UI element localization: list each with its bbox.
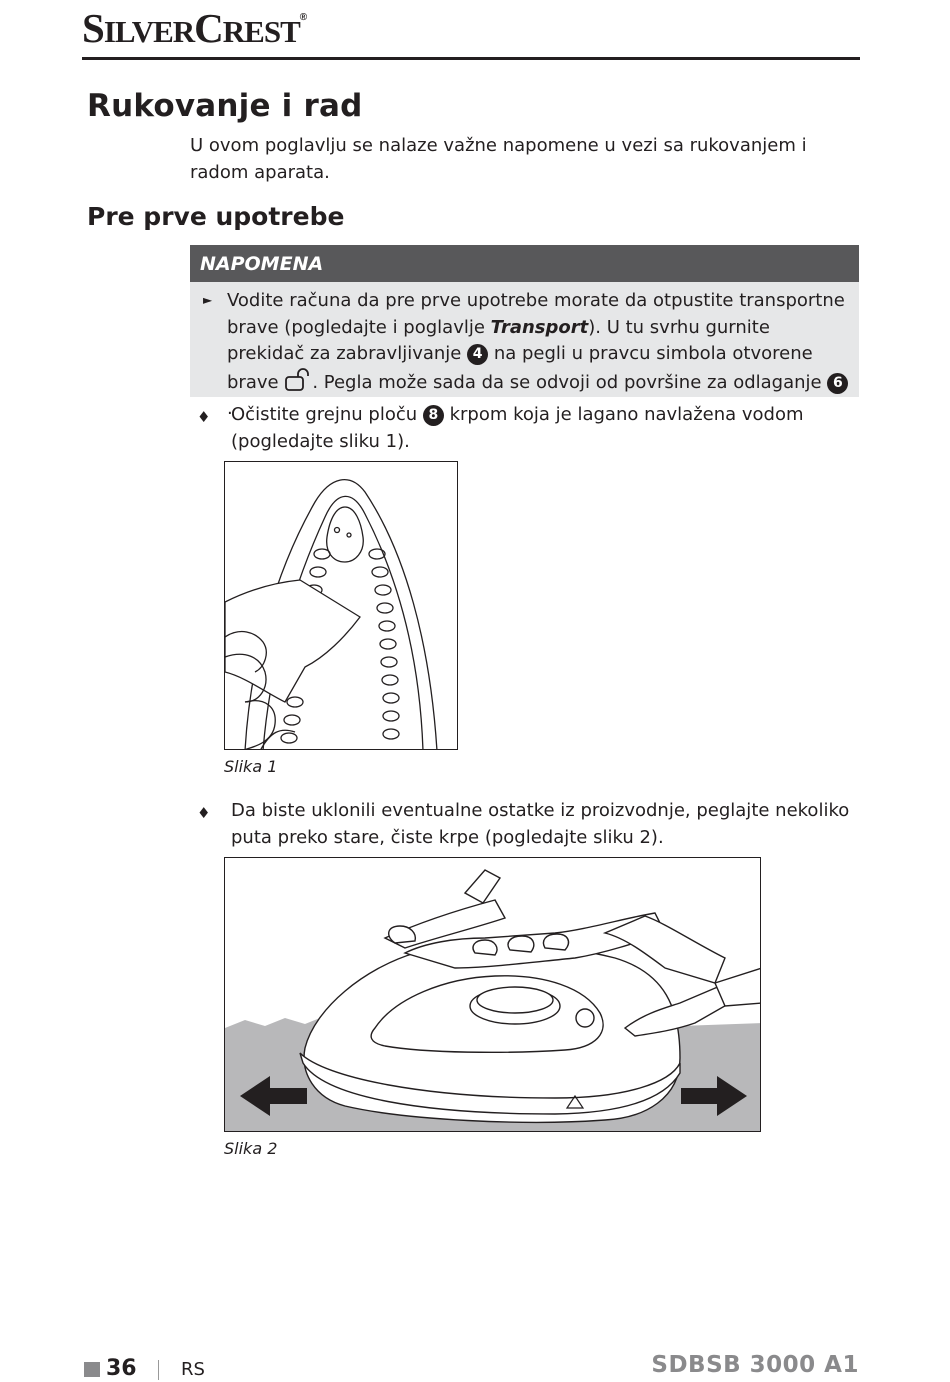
part-number-badge: 4 (467, 344, 488, 365)
figure-1-soleplate-illustration (224, 461, 458, 750)
note-box (190, 282, 859, 419)
step-text: Očistite grejnu ploču 8 krpom koja je lagano navlažena vodom (pogledajte sliku 1). (231, 404, 804, 452)
note-text: Vodite računa da pre prve upotrebe morate da otpustite transportne brave (pogledajte i poglavlje Transport). U tu svrhu gurnite prekidač za zabravljivanje 4 na pegli u pravcu simbola otvorene brave . Pegla može sada da se odvoji od površine za odlaganje 6. (227, 288, 852, 423)
footer-square-icon (84, 1362, 100, 1377)
figure-2-ironing-illustration (224, 857, 761, 1132)
part-number-badge: 6 (827, 373, 848, 394)
page-number: 36 (106, 1356, 137, 1381)
page-title: Rukovanje i rad (87, 88, 363, 124)
header-rule (82, 57, 860, 60)
step-text: Da biste uklonili eventualne ostatke iz proizvodnje, peglajte nekoliko puta preko stare, čiste krpe (pogledajte sliku 2). (231, 800, 850, 848)
note-header: NAPOMENA (190, 245, 859, 282)
arrow-icon: ► (203, 293, 213, 307)
model-number: SDBSB 3000 A1 (651, 1352, 859, 1378)
intro-paragraph: U ovom poglavlju se nalaze važne napomene u vezi sa rukovanjem i radom aparata. (190, 135, 807, 183)
bullet-icon: ♦ (197, 408, 211, 426)
language-code: RS (181, 1359, 205, 1380)
silvercrest-logo: SILVERCREST® (82, 5, 307, 51)
part-number-badge: 8 (423, 405, 444, 426)
figure-2-caption: Slika 2 (224, 1139, 278, 1158)
section-heading: Pre prve upotrebe (87, 202, 345, 231)
footer-divider (158, 1360, 159, 1380)
bullet-icon: ♦ (197, 804, 211, 822)
open-lock-icon (284, 368, 312, 392)
figure-1-caption: Slika 1 (224, 757, 278, 776)
